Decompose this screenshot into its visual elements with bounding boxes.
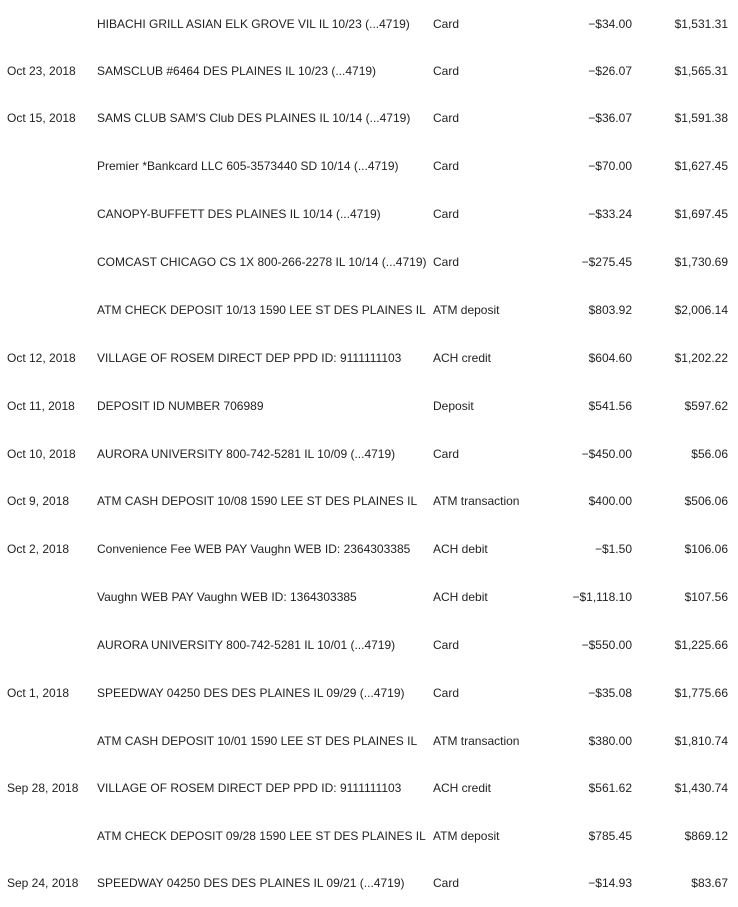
transaction-date: Oct 2, 2018 — [7, 542, 70, 556]
transaction-date — [7, 190, 93, 238]
transaction-type: Card — [433, 111, 460, 125]
transaction-description: CANOPY-BUFFETT DES PLAINES IL 10/14 (...4719) — [97, 207, 381, 221]
transaction-balance: $1,202.22 — [674, 351, 728, 365]
transaction-amount: $803.92 — [588, 303, 632, 317]
transaction-row[interactable] — [0, 334, 738, 382]
transaction-date: Oct 15, 2018 — [7, 111, 76, 125]
transaction-amount: −$33.24 — [588, 207, 632, 221]
transaction-balance: $1,730.69 — [674, 255, 728, 269]
transaction-row[interactable] — [0, 764, 738, 812]
transaction-description: ATM CHECK DEPOSIT 09/28 1590 LEE ST DES PLAINES IL — [97, 829, 426, 843]
transaction-date: Oct 23, 2018 — [7, 64, 76, 78]
transaction-date — [7, 717, 93, 765]
transaction-amount: −$450.00 — [581, 447, 632, 461]
transaction-row[interactable] — [0, 525, 738, 573]
transaction-balance: $1,565.31 — [674, 64, 728, 78]
transaction-date — [7, 812, 93, 860]
transaction-balance: $1,531.31 — [674, 17, 728, 31]
transaction-description: Vaughn WEB PAY Vaughn WEB ID: 1364303385 — [97, 590, 357, 604]
transaction-amount: −$70.00 — [588, 159, 632, 173]
transaction-row[interactable] — [0, 859, 738, 907]
transaction-amount: −$550.00 — [581, 638, 632, 652]
transaction-balance: $83.67 — [691, 876, 728, 890]
transaction-amount: −$26.07 — [588, 64, 632, 78]
transaction-amount: −$1.50 — [594, 542, 632, 556]
transaction-amount: $541.56 — [588, 399, 632, 413]
transaction-date: Oct 12, 2018 — [7, 351, 76, 365]
transaction-type: ATM deposit — [433, 303, 500, 317]
transaction-amount: −$275.45 — [581, 255, 632, 269]
transaction-date: Oct 11, 2018 — [7, 399, 75, 413]
transaction-row[interactable] — [0, 0, 738, 48]
transaction-type: Card — [433, 207, 460, 221]
transaction-row[interactable] — [0, 717, 738, 765]
transaction-row[interactable] — [0, 812, 738, 860]
transaction-description: VILLAGE OF ROSEM DIRECT DEP PPD ID: 9111111103 — [97, 781, 402, 795]
transaction-row[interactable] — [0, 142, 738, 190]
transaction-description: SPEEDWAY 04250 DES DES PLAINES IL 09/21 (...4719) — [97, 876, 405, 890]
transaction-type: Card — [433, 255, 460, 269]
transaction-type: Card — [433, 638, 460, 652]
transaction-description: Convenience Fee WEB PAY Vaughn WEB ID: 2364303385 — [97, 542, 411, 556]
transaction-type: Card — [433, 876, 460, 890]
transaction-date: Oct 10, 2018 — [7, 447, 76, 461]
transaction-amount: $561.62 — [588, 781, 632, 795]
transaction-description: SAMS CLUB SAM'S Club DES PLAINES IL 10/14 (...4719) — [97, 111, 411, 125]
transaction-amount: −$14.93 — [588, 876, 632, 890]
transaction-row[interactable] — [0, 621, 738, 669]
transaction-row[interactable] — [0, 382, 738, 430]
transaction-type: Card — [433, 159, 460, 173]
transaction-balance: $1,775.66 — [674, 686, 728, 700]
transaction-row[interactable] — [0, 190, 738, 238]
transaction-type: ACH debit — [433, 590, 488, 604]
transaction-balance: $1,225.66 — [674, 638, 728, 652]
transaction-amount: −$36.07 — [588, 111, 632, 125]
transaction-description: ATM CASH DEPOSIT 10/01 1590 LEE ST DES PLAINES IL — [97, 734, 418, 748]
transaction-description: Premier *Bankcard LLC 605-3573440 SD 10/14 (...4719) — [97, 159, 399, 173]
transaction-date — [7, 238, 93, 286]
transaction-row[interactable] — [0, 477, 738, 525]
transaction-description: ATM CHECK DEPOSIT 10/13 1590 LEE ST DES PLAINES IL — [97, 303, 426, 317]
transaction-row[interactable] — [0, 669, 738, 717]
transaction-balance: $106.06 — [684, 542, 728, 556]
transaction-date: Sep 28, 2018 — [7, 781, 79, 795]
transaction-balance: $1,627.45 — [674, 159, 728, 173]
transaction-date — [7, 621, 93, 669]
transaction-description: DEPOSIT ID NUMBER 706989 — [97, 399, 264, 413]
transaction-amount: $785.45 — [588, 829, 632, 843]
transaction-amount: $400.00 — [588, 494, 632, 508]
transaction-type: Card — [433, 686, 460, 700]
transaction-date: Sep 24, 2018 — [7, 876, 79, 890]
transaction-description: SPEEDWAY 04250 DES DES PLAINES IL 09/29 (...4719) — [97, 686, 405, 700]
transaction-balance: $869.12 — [684, 829, 728, 843]
transaction-type: ATM transaction — [433, 494, 520, 508]
transaction-type: Card — [433, 64, 460, 78]
transaction-date — [7, 573, 93, 621]
transaction-type: ACH credit — [433, 781, 492, 795]
transaction-type: ATM deposit — [433, 829, 500, 843]
transaction-description: AURORA UNIVERSITY 800-742-5281 IL 10/01 (...4719) — [97, 638, 396, 652]
transaction-type: Card — [433, 17, 460, 31]
transaction-row[interactable] — [0, 573, 738, 621]
transaction-date — [7, 142, 93, 190]
transaction-balance: $506.06 — [684, 494, 728, 508]
transaction-type: ACH credit — [433, 351, 492, 365]
transaction-description: HIBACHI GRILL ASIAN ELK GROVE VIL IL 10/23 (...4719) — [97, 17, 410, 31]
transaction-amount: $604.60 — [588, 351, 632, 365]
transaction-amount: −$1,118.10 — [572, 590, 632, 604]
transaction-row[interactable] — [0, 286, 738, 334]
transaction-type: Deposit — [433, 399, 474, 413]
transaction-balance: $1,810.74 — [674, 734, 728, 748]
transaction-amount: $380.00 — [588, 734, 632, 748]
transaction-type: Card — [433, 447, 460, 461]
transaction-balance: $2,006.14 — [674, 303, 728, 317]
transaction-balance: $107.56 — [684, 590, 728, 604]
transaction-type: ATM transaction — [433, 734, 520, 748]
transaction-row[interactable] — [0, 94, 738, 142]
transaction-description: ATM CASH DEPOSIT 10/08 1590 LEE ST DES PLAINES IL — [97, 494, 418, 508]
transaction-amount: −$34.00 — [588, 17, 632, 31]
transaction-amount: −$35.08 — [588, 686, 632, 700]
transaction-row[interactable] — [0, 47, 738, 95]
transaction-description: AURORA UNIVERSITY 800-742-5281 IL 10/09 (...4719) — [97, 447, 396, 461]
transaction-balance: $1,591.38 — [674, 111, 728, 125]
transaction-type: ACH debit — [433, 542, 488, 556]
transaction-date — [7, 0, 93, 48]
transaction-date — [7, 286, 93, 334]
transaction-row[interactable] — [0, 430, 738, 478]
transaction-description: COMCAST CHICAGO CS 1X 800-266-2278 IL 10/14 (...4719) — [97, 255, 427, 269]
transaction-description: VILLAGE OF ROSEM DIRECT DEP PPD ID: 9111111103 — [97, 351, 402, 365]
transaction-date: Oct 1, 2018 — [7, 686, 70, 700]
transaction-balance: $1,430.74 — [674, 781, 728, 795]
transaction-date: Oct 9, 2018 — [7, 494, 70, 508]
transaction-balance: $56.06 — [691, 447, 728, 461]
transaction-balance: $597.62 — [684, 399, 728, 413]
transaction-description: SAMSCLUB #6464 DES PLAINES IL 10/23 (...4719) — [97, 64, 377, 78]
transaction-balance: $1,697.45 — [674, 207, 728, 221]
transaction-row[interactable] — [0, 238, 738, 286]
